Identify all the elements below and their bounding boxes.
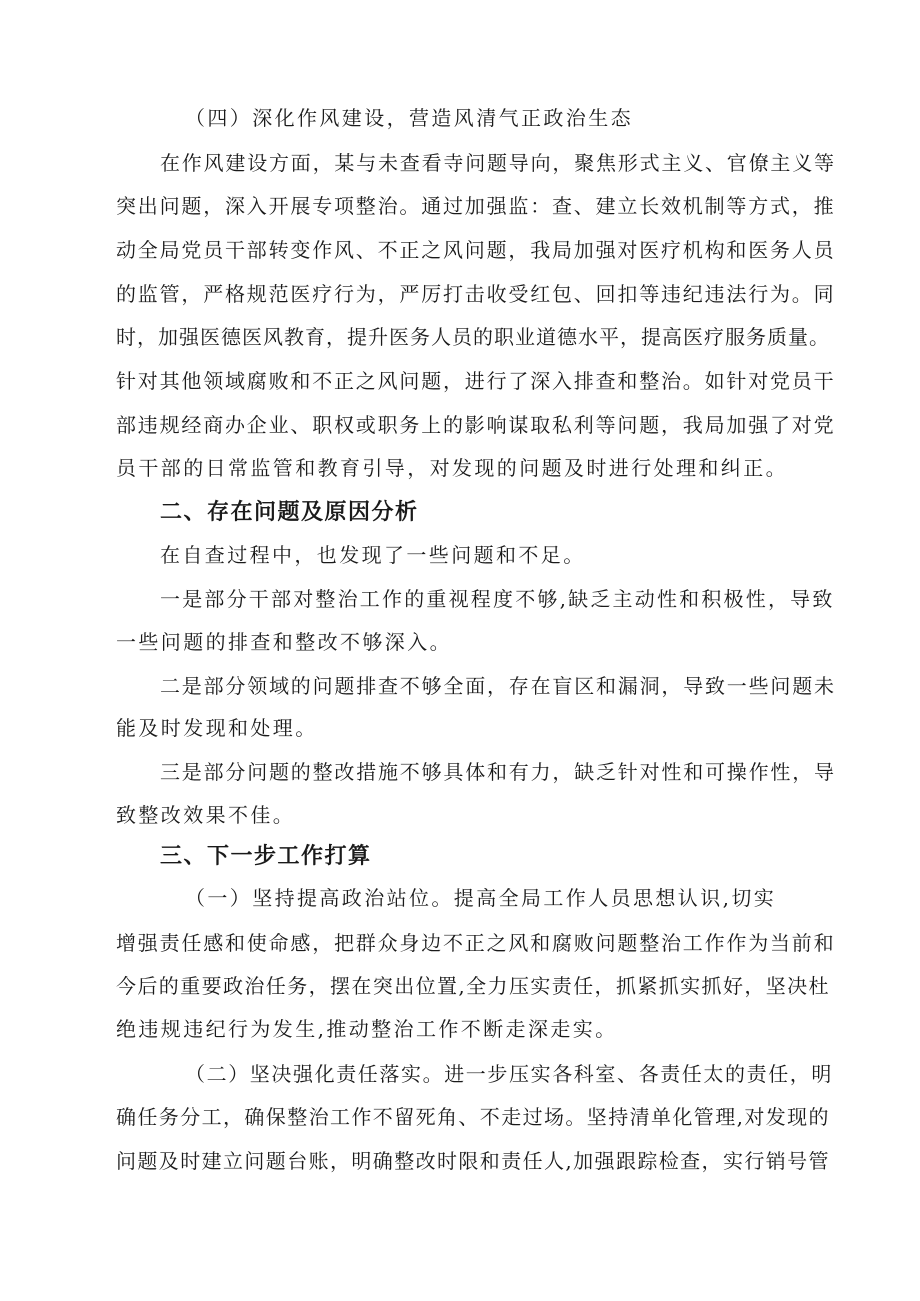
paragraph-line: 能及时发现和处理。: [116, 716, 318, 740]
paragraph-line: 时，加强医德医风教育，提升医务人员的职业道德水平，提高医疗服务质量。: [116, 325, 830, 349]
paragraph-line: 增强责任感和使命感，把群众身边不正之风和腐败问题整治工作作为当前和: [116, 931, 836, 955]
paragraph-line: 员干部的日常监管和教育引导，对发现的问题及时进行处理和纠正。: [116, 456, 788, 480]
paragraph-line: 在自查过程中，也发现了一些问题和不足。: [160, 543, 586, 567]
paragraph-line: 绝违规违纪行为发生,推动整治工作不断走深走实。: [116, 1017, 618, 1041]
section-heading: 三、下一步工作打算: [160, 844, 372, 869]
paragraph-line: 动全局党员干部转变作风、不正之风问题，我局加强对医疗机构和医务人员: [116, 238, 836, 262]
section-heading: 二、存在问题及原因分析: [160, 500, 419, 525]
paragraph-line: 确任务分工，确保整治工作不留死角、不走过场。坚持清单化管理,对发现的: [116, 1105, 830, 1129]
paragraph-line: 今后的重要政治任务，摆在突出位置,全力压实责任，抓紧抓实抓好，坚决杜: [116, 974, 830, 998]
paragraph-line: 部违规经商办企业、职权或职务上的影响谋取私利等问题，我局加强了对党: [116, 413, 836, 437]
paragraph-line: （一）坚持提高政治站位。提高全局工作人员思想认识,切实: [185, 886, 777, 910]
paragraph-line: 突出问题，深入开展专项整治。通过加强监：查、建立长效机制等方式，推: [116, 194, 836, 218]
paragraph-line: 在作风建设方面，某与未查看寺问题导向，聚焦形式主义、官僚主义等: [160, 151, 836, 175]
paragraph-line: 针对其他领域腐败和不正之风问题，进行了深入排查和整治。如针对党员干: [116, 369, 836, 393]
paragraph-line: 一是部分干部对整治工作的重视程度不够,缺乏主动性和积极性，导致: [160, 587, 835, 611]
paragraph-line: 问题及时建立问题台账，明确整改时限和责任人,加强跟踪检查，实行销号管: [116, 1149, 830, 1173]
paragraph-line: 三是部分问题的整改措施不够具体和有力，缺乏针对性和可操作性，导: [160, 760, 836, 784]
paragraph-line: 二是部分领域的问题排查不够全面，存在盲区和漏洞，导致一些问题未: [160, 674, 836, 698]
paragraph-line: （二）坚决强化责任落实。进一步压实各科室、各责任太的责任，明: [185, 1062, 833, 1086]
section4-title: （四）深化作风建设，营造风清气正政治生态: [185, 106, 633, 130]
paragraph-line: 致整改效果不佳。: [116, 803, 296, 827]
paragraph-line: 一些问题的排查和整改不够深入。: [116, 630, 452, 654]
paragraph-line: 的监管，严格规范医疗行为，严厉打击收受红包、回扣等违纪违法行为。同: [116, 282, 836, 306]
